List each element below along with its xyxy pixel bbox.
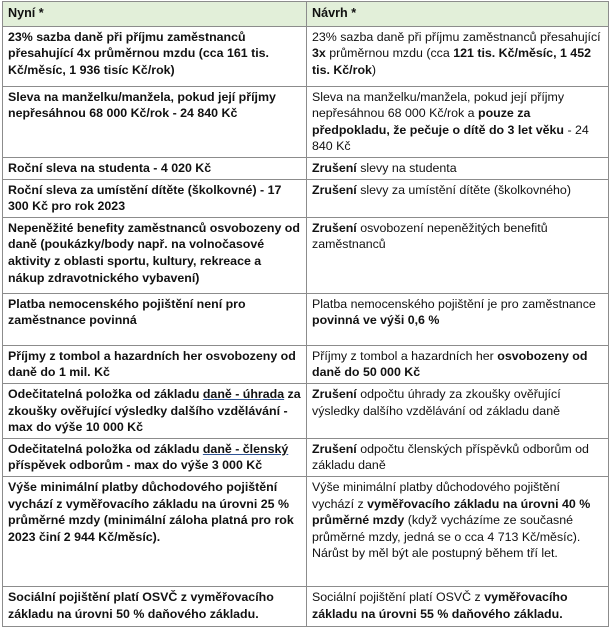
cell-text: Nepeněžité benefity zaměstnanců osvobozeny od daně (poukázky/body např. na volnočasové aktivity z oblasti sportu, kultury, rekreace a nákup zdravotnického vybavení) [8, 220, 300, 285]
table-body [3, 26, 609, 626]
cell-text: daně - členský [202, 441, 289, 456]
table-row [3, 586, 609, 626]
table-row [3, 293, 609, 345]
comparison-table [2, 1, 609, 627]
cell-text: Zrušení [312, 386, 357, 401]
cell-text: 121 tis. Kč/měsíc, 1 452 tis. Kč/rok [312, 46, 591, 77]
cell-text: 23% sazba daně při příjmu zaměstnanců přesahující [312, 29, 601, 44]
cell-text: Zrušení [312, 220, 357, 235]
cell-text: daně - úhrada [202, 386, 285, 401]
cell-text: Výše minimální platby důchodového pojištění vychází z vyměřovacího základu na úrovni 25 % průměrné mzdy (minimální záloha platná pro rok 2023 činí 2 944 Kč/měsíc). [8, 479, 294, 544]
header-row [3, 2, 609, 27]
cell-text: ) [371, 62, 377, 77]
table-row [3, 476, 609, 586]
cell-text: Zrušení [312, 182, 357, 197]
cell-text: Výše minimální platby důchodového pojištění vychází z [312, 479, 560, 511]
proposal-cell [307, 86, 609, 157]
cell-text: Odečitatelná položka od základu [8, 441, 203, 456]
current-cell [3, 383, 307, 438]
cell-text: pouze za předpokladu, že pečuje o dítě do 3 let věku [312, 106, 564, 137]
cell-text: Zrušení [312, 160, 357, 175]
current-cell [3, 438, 307, 476]
cell-text: (když vycházíme ze současné průměrné mzdy, jedná se o cca 4 713 Kč/měsíc). Nárůst by měl být ale postupný během tří let. [312, 513, 581, 561]
cell-text: slevy na studenta [356, 160, 457, 175]
cell-text: Příjmy z tombol a hazardních her osvobozeny od daně do 1 mil. Kč [8, 348, 296, 380]
header-proposal: Návrh * [307, 2, 609, 27]
cell-text: Odečitatelná položka od základu [8, 386, 203, 401]
cell-text: vyměřovacího základu na úrovni 40 % průměrné mzdy [312, 496, 591, 528]
cell-text: Příjmy z tombol a hazardních her [312, 348, 498, 363]
cell-text: Sleva na manželku/manžela, pokud její příjmy nepřesáhnou 68 000 Kč/rok a [312, 89, 565, 121]
current-cell [3, 586, 307, 626]
cell-text: Roční sleva za umístění dítěte (školkovné) - 17 300 Kč pro rok 2023 [8, 182, 282, 214]
table-row [3, 383, 609, 438]
proposal-cell [307, 438, 609, 476]
cell-text: odpočtu členských příspěvků odborům od základu daně [312, 441, 589, 473]
proposal-cell [307, 383, 609, 438]
cell-text: Platba nemocenského pojištění není pro zaměstnance povinná [8, 296, 246, 328]
cell-text: Sociální pojištění platí OSVČ z [312, 589, 485, 604]
current-cell [3, 345, 307, 383]
cell-text: příspěvek odborům - max do výše 3 000 Kč [8, 458, 263, 473]
current-cell [3, 293, 307, 345]
header-current: Nyní * [3, 2, 307, 27]
table-row [3, 157, 609, 179]
current-cell [3, 157, 307, 179]
cell-text: Zrušení [312, 441, 357, 456]
cell-text: Platba nemocenského pojištění je pro zaměstnance [312, 296, 596, 311]
cell-text: slevy za umístění dítěte (školkovného) [356, 182, 571, 197]
cell-text: za zkoušky ověřující výsledky dalšího vzdělávání - max do výše 10 000 Kč [8, 386, 301, 435]
proposal-cell [307, 586, 609, 626]
current-cell [3, 26, 307, 86]
cell-text: - 24 840 Kč [312, 122, 589, 154]
proposal-cell [307, 157, 609, 179]
cell-text: odpočtu úhrady za zkoušky ověřující výsledky dalšího vzdělávání od základu daně [312, 386, 561, 418]
proposal-cell [307, 476, 609, 586]
cell-text: průměrnou mzdu (cca [325, 46, 454, 61]
proposal-cell [307, 293, 609, 345]
cell-text: 3x [312, 46, 326, 61]
current-cell [3, 86, 307, 157]
current-cell [3, 217, 307, 293]
cell-text: Sleva na manželku/manžela, pokud její příjmy nepřesáhnou 68 000 Kč/rok - 24 840 Kč [8, 89, 276, 121]
proposal-cell [307, 217, 609, 293]
cell-text: povinná ve výši 0,6 % [312, 313, 440, 328]
cell-text: vyměřovacího základu na úrovni 55 % daňového základu. [312, 589, 568, 621]
table-row [3, 345, 609, 383]
cell-text: Sociální pojištění platí OSVČ z vyměřovacího základu na úrovni 50 % daňového základu. [8, 589, 274, 621]
current-cell [3, 476, 307, 586]
proposal-cell [307, 345, 609, 383]
proposal-cell [307, 26, 609, 86]
cell-text: osvobození nepeněžitých benefitů zaměstnanců [312, 220, 548, 252]
cell-text: Roční sleva na studenta - 4 020 Kč [8, 160, 212, 175]
table-row [3, 438, 609, 476]
table-row [3, 217, 609, 293]
cell-text: 23% sazba daně při příjmu zaměstnanců přesahující 4x průměrnou mzdu (cca 161 tis. Kč/měsíc, 1 936 tisíc Kč/rok) [8, 29, 269, 77]
current-cell [3, 179, 307, 217]
table-row [3, 26, 609, 86]
proposal-cell [307, 179, 609, 217]
cell-text: osvobozeny od daně do 50 000 Kč [312, 348, 588, 380]
table-row [3, 179, 609, 217]
table-row [3, 86, 609, 157]
